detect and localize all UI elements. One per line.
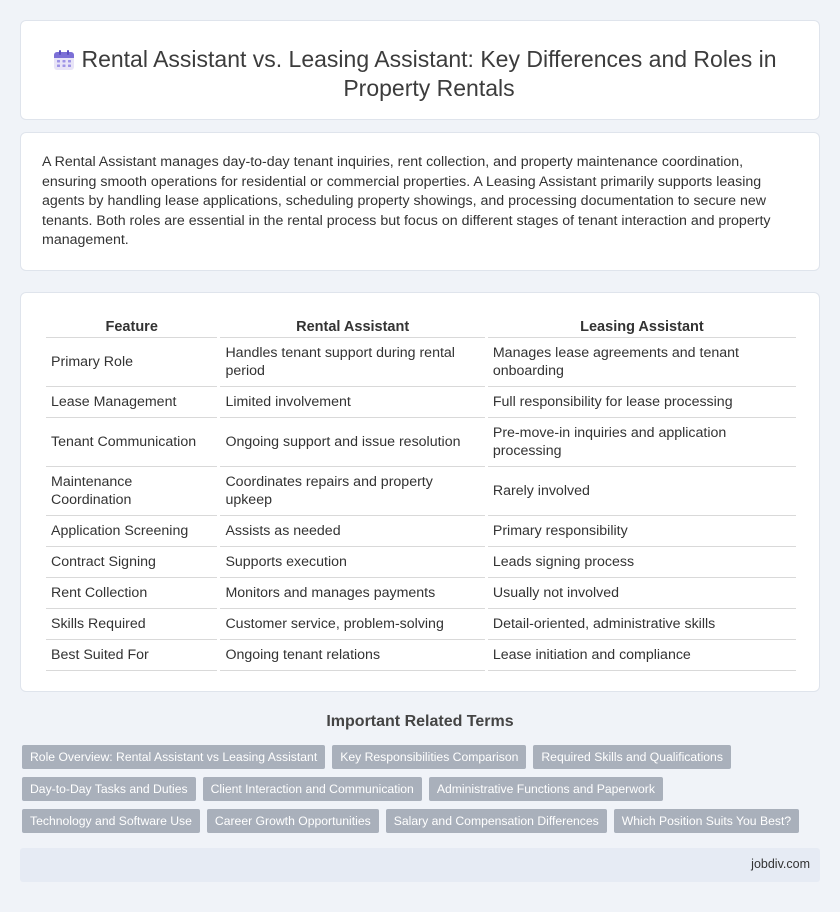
table-cell: Detail-oriented, administrative skills bbox=[488, 609, 796, 640]
related-tag[interactable]: Technology and Software Use bbox=[22, 809, 200, 833]
table-cell: Lease Management bbox=[46, 387, 217, 418]
tag-row bbox=[22, 809, 802, 833]
intro-paragraph: A Rental Assistant manages day-to-day tenant inquiries, rent collection, and property maintenance coordination, ensuring smooth operations for residential or commercial properties. A Leasing Assistant primarily supports leasing agents by handling lease applications, scheduling property showings, and processing documentation to secure new tenants. Both roles are essential in the rental process but focus on different stages of tenant interaction and property management. bbox=[42, 154, 771, 248]
table-cell: Full responsibility for lease processing bbox=[488, 387, 796, 418]
table-cell: Primary Role bbox=[46, 338, 217, 387]
table-row bbox=[46, 467, 796, 516]
title-card bbox=[20, 20, 820, 120]
related-tag[interactable]: Role Overview: Rental Assistant vs Leasing Assistant bbox=[22, 745, 325, 769]
table-row bbox=[46, 338, 796, 387]
table-cell: Monitors and manages payments bbox=[220, 578, 484, 609]
table-cell: Ongoing tenant relations bbox=[220, 640, 484, 671]
table-cell: Application Screening bbox=[46, 516, 217, 547]
table-cell: Ongoing support and issue resolution bbox=[220, 418, 484, 467]
related-tag[interactable]: Required Skills and Qualifications bbox=[533, 745, 731, 769]
header-rental-assistant: Rental Assistant bbox=[220, 315, 484, 338]
table-cell: Best Suited For bbox=[46, 640, 217, 671]
header-feature: Feature bbox=[46, 315, 217, 338]
related-terms-title: Important Related Terms bbox=[326, 713, 514, 730]
table-cell: Customer service, problem-solving bbox=[220, 609, 484, 640]
table-cell: Handles tenant support during rental period bbox=[220, 338, 484, 387]
table-row bbox=[46, 418, 796, 467]
comparison-table-card bbox=[20, 292, 820, 692]
related-terms-tags bbox=[22, 745, 802, 841]
table-cell: Limited involvement bbox=[220, 387, 484, 418]
table-cell: Maintenance Coordination bbox=[46, 467, 217, 516]
related-tag[interactable]: Key Responsibilities Comparison bbox=[332, 745, 526, 769]
footer-site-link[interactable]: jobdiv.com bbox=[751, 857, 810, 871]
table-row bbox=[46, 387, 796, 418]
related-tag[interactable]: Day-to-Day Tasks and Duties bbox=[22, 777, 196, 801]
table-cell: Manages lease agreements and tenant onboarding bbox=[488, 338, 796, 387]
header-leasing-assistant: Leasing Assistant bbox=[488, 315, 796, 338]
table-cell: Rent Collection bbox=[46, 578, 217, 609]
page-title: Rental Assistant vs. Leasing Assistant: Key Differences and Roles in Property Rentals bbox=[81, 46, 777, 101]
table-cell: Primary responsibility bbox=[488, 516, 796, 547]
intro-card bbox=[20, 132, 820, 271]
table-cell: Usually not involved bbox=[488, 578, 796, 609]
table-cell: Leads signing process bbox=[488, 547, 796, 578]
table-cell: Skills Required bbox=[46, 609, 217, 640]
table-cell: Lease initiation and compliance bbox=[488, 640, 796, 671]
table-cell: Supports execution bbox=[220, 547, 484, 578]
related-tag[interactable]: Administrative Functions and Paperwork bbox=[429, 777, 663, 801]
table-cell: Contract Signing bbox=[46, 547, 217, 578]
related-tag[interactable]: Career Growth Opportunities bbox=[207, 809, 379, 833]
table-header-row bbox=[46, 315, 796, 338]
related-tag[interactable]: Which Position Suits You Best? bbox=[614, 809, 799, 833]
table-cell: Tenant Communication bbox=[46, 418, 217, 467]
related-tag[interactable]: Client Interaction and Communication bbox=[203, 777, 422, 801]
table-cell: Assists as needed bbox=[220, 516, 484, 547]
related-tag[interactable]: Salary and Compensation Differences bbox=[386, 809, 607, 833]
tag-row bbox=[22, 777, 802, 801]
table-row bbox=[46, 547, 796, 578]
table-cell: Pre-move-in inquiries and application processing bbox=[488, 418, 796, 467]
table-row bbox=[46, 640, 796, 671]
table-row bbox=[46, 578, 796, 609]
table-cell: Coordinates repairs and property upkeep bbox=[220, 467, 484, 516]
tag-row bbox=[22, 745, 802, 769]
table-cell: Rarely involved bbox=[488, 467, 796, 516]
table-row bbox=[46, 516, 796, 547]
comparison-table bbox=[43, 315, 799, 671]
footer bbox=[20, 848, 820, 882]
table-row bbox=[46, 609, 796, 640]
